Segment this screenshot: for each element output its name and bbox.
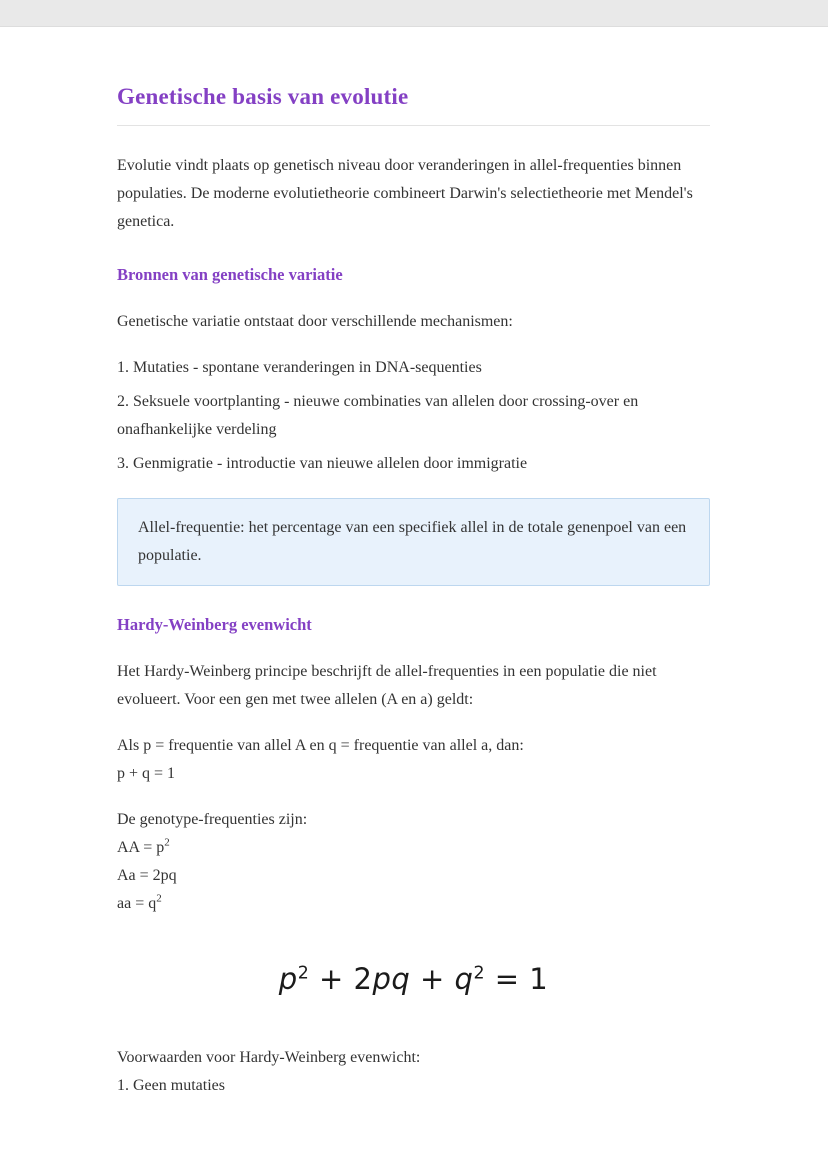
- formula-equals-one: = 1: [485, 962, 549, 996]
- formula-p-exponent: 2: [297, 963, 310, 984]
- genotype-aa-lower: [117, 890, 710, 918]
- intro-paragraph: Evolutie vindt plaats op genetisch niveau door veranderingen in allel-frequenties binnen populaties. De moderne evolutietheorie combineert Darwin's selectietheorie met Mendel's genetica.: [117, 157, 693, 230]
- frequency-definition-block: [117, 732, 710, 788]
- genotype-aa-hetero: Aa = 2pq: [117, 867, 177, 884]
- section-heading-hardy-weinberg: Hardy-Weinberg evenwicht: [117, 615, 312, 634]
- hardy-lead: Het Hardy-Weinberg principe beschrijft de allel-frequenties in een populatie die niet evolueert. Voor een gen met twee allelen (A en a) geldt:: [117, 663, 657, 708]
- genotype-aa-lower-exponent: 2: [156, 892, 162, 905]
- formula-pq: pq: [372, 962, 411, 996]
- formula-q-exponent: 2: [473, 963, 486, 984]
- genotype-aa-upper: [117, 834, 710, 862]
- title-divider: [117, 125, 710, 126]
- genotype-frequencies-block: [117, 806, 710, 918]
- page-title: Genetische basis van evolutie: [117, 84, 409, 109]
- section-heading-variatie: Bronnen van genetische variatie: [117, 265, 343, 284]
- window-chrome-strip: [0, 0, 828, 27]
- genotype-aa-lower-base: aa = q: [117, 895, 157, 912]
- conditions-lead: Voorwaarden voor Hardy-Weinberg evenwicht:: [117, 1049, 421, 1066]
- variatie-lead: Genetische variatie ontstaat door verschillende mechanismen:: [117, 313, 513, 330]
- frequency-line: Als p = frequentie van allel A en q = frequentie van allel a, dan:: [117, 737, 524, 754]
- pq-equation-line: p + q = 1: [117, 765, 176, 782]
- list-item: 2. Seksuele voortplanting - nieuwe combinaties van allelen door crossing-over en onafhankelijke verdeling: [117, 393, 639, 438]
- definition-callout: [117, 498, 710, 586]
- genotype-lead: De genotype-frequenties zijn:: [117, 811, 308, 828]
- formula-plus: +: [410, 962, 455, 996]
- conditions-block: [117, 1044, 710, 1100]
- variatie-list: [117, 354, 710, 478]
- list-item: 3. Genmigratie - introductie van nieuwe allelen door immigratie: [117, 455, 528, 472]
- genotype-aa-upper-base: AA = p: [117, 839, 165, 856]
- hardy-weinberg-formula: [117, 956, 710, 1002]
- document-page: [0, 27, 828, 1170]
- formula-p: p: [278, 962, 298, 996]
- formula-plus-2: + 2: [309, 962, 373, 996]
- condition-item: 1. Geen mutaties: [117, 1077, 225, 1094]
- list-item: 1. Mutaties - spontane veranderingen in DNA-sequenties: [117, 359, 482, 376]
- callout-text: Allel-frequentie: het percentage van een specifiek allel in de totale genenpoel van een populatie.: [138, 519, 687, 564]
- formula-q: q: [454, 962, 474, 996]
- genotype-aa-upper-exponent: 2: [164, 836, 170, 849]
